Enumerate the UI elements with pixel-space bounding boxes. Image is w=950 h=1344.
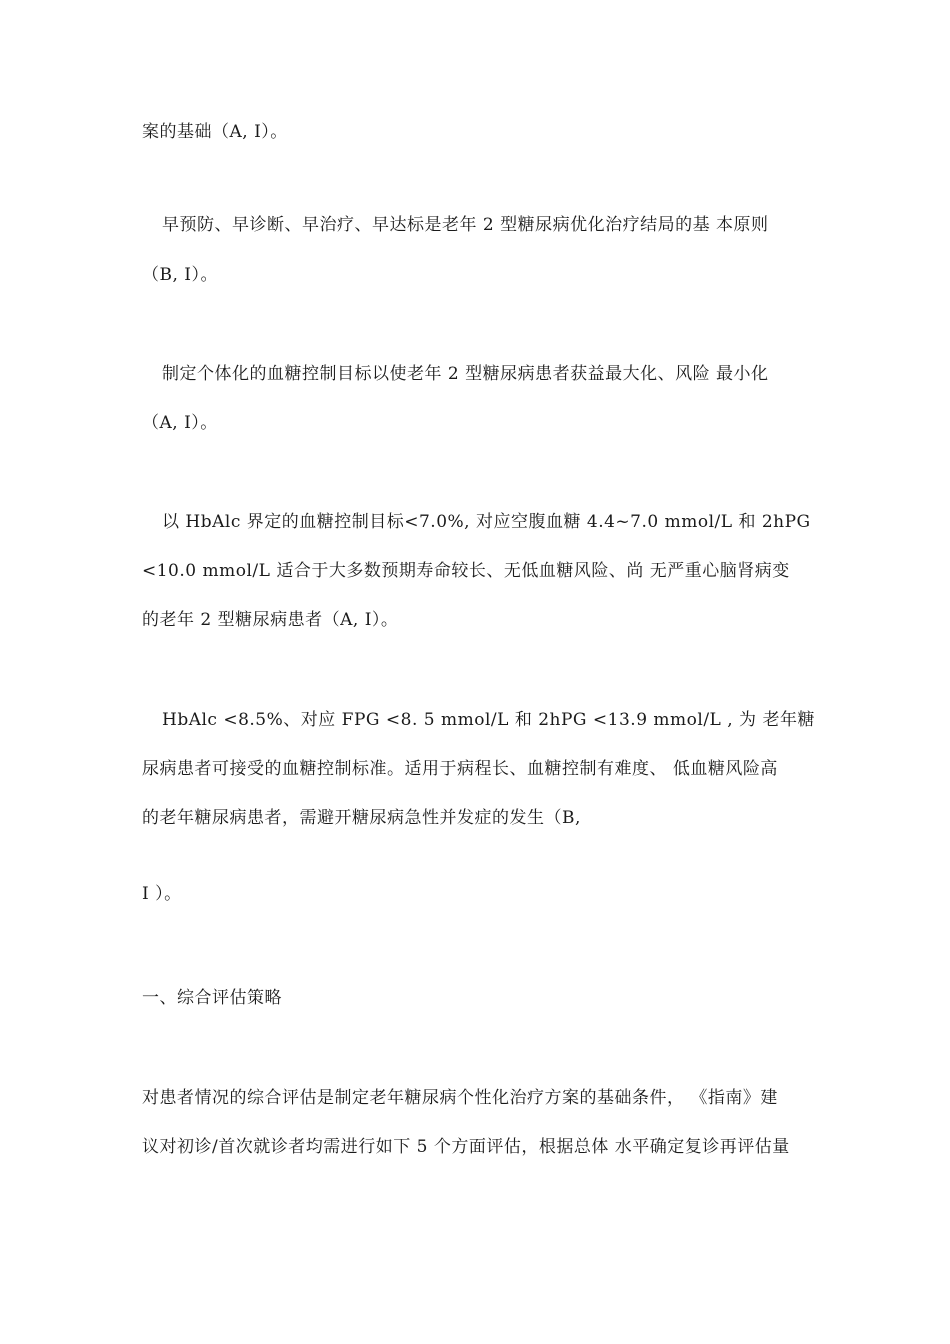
text-line: 制定个体化的血糖控制目标以使老年 2 型糖尿病患者获益最大化、风险 最小化	[162, 364, 769, 384]
text-line: 议对初诊/首次就诊者均需进行如下 5 个方面评估，根据总体 水平确定复诊再评估量	[142, 1137, 790, 1157]
text-line: 的老年糖尿病患者，需避开糖尿病急性并发症的发生（B,	[142, 808, 581, 828]
text-line: 对患者情况的综合评估是制定老年糖尿病个性化治疗方案的基础条件， 《指南》建	[142, 1088, 778, 1108]
text-line: 以 HbAlc 界定的血糖控制目标<7.0%, 对应空腹血糖 4.4~7.0 mmol/L 和 2hPG	[162, 512, 811, 532]
text-line: <10.0 mmol/L 适合于大多数预期寿命较长、无低血糖风险、尚 无严重心脑肾病变	[142, 561, 790, 581]
text-line: 的老年 2 型糖尿病患者（A, I）。	[142, 610, 399, 630]
text-line: （B, I）。	[142, 265, 219, 285]
text-line: 早预防、早诊断、早治疗、早达标是老年 2 型糖尿病优化治疗结局的基 本原则	[162, 215, 769, 235]
text-line: HbAlc <8.5%、对应 FPG <8. 5 mmol/L 和 2hPG <13.9 mmol/L , 为 老年糖	[162, 710, 815, 730]
text-line: （A, I）。	[142, 413, 218, 433]
text-line: I ）。	[142, 884, 182, 904]
text-line: 尿病患者可接受的血糖控制标准。适用于病程长、血糖控制有难度、 低血糖风险高	[142, 759, 778, 779]
text-line: 案的基础（A, I）。	[142, 122, 288, 142]
section-heading: 一、综合评估策略	[142, 988, 282, 1008]
